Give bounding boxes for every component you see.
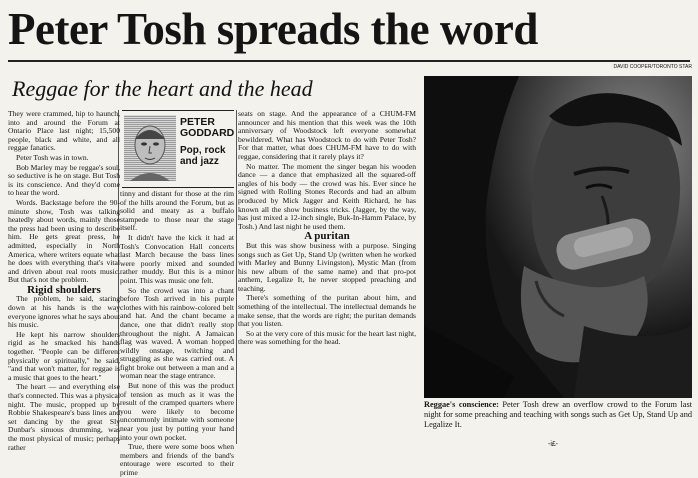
paragraph: He kept his narrow shoulders rigid as he smacked his hands together. "People can be different physically or spiritually," he said, "and that won't matter, for reggae is a music that goes to the heart." [8,329,120,382]
subheading: A puritan [304,230,350,243]
page-mark: -i£- [548,441,559,448]
paragraph: There's something of the puritan about him, and something of the intellectual. The intellectual demands he make sense, that the words are right; the puritan demands that you listen. [238,293,416,329]
article-column-2 [120,189,234,477]
article-column-3 [238,110,416,446]
headline-rule [8,60,690,62]
author-photo [124,115,176,181]
paragraph: Peter Tosh was in town. [16,152,89,162]
caption-lead: Reggae's conscience: [424,400,499,409]
byline-box [122,110,234,188]
paragraph: They were crammed, hip to haunch, into and around the Forum at Ontario Place last night; 15,500 people, black and white, and all reggae fanatics. [8,109,120,153]
paragraph: Bob Marley may be reggae's soul, so seductive is he on stage. But Tosh is its conscience. And they'd come to hear the word. [8,162,120,198]
concert-photo [424,76,692,398]
subheading: Rigid shoulders [27,283,101,296]
paragraph: But this was show business with a purpose. Singing songs such as Get Up, Stand Up (written when he worked with Marley and Bunny Livingston), Mystic Man (from his new album of the same name) and that pro-pot anthem, Legalize It, he never stopped preaching and teaching. [238,240,416,293]
column-rule [236,110,237,444]
photo-caption [424,400,692,446]
deck: Reggae for the heart and the head [12,76,313,101]
article-column-1 [8,109,120,452]
paragraph: The problem, he said, staring down at his hands is the way everyone ignores what he says about his music. [8,294,120,330]
paragraph: The heart — and everything else that's connected. This was a physical night. The music, propped up by Robbie Shakespeare's bass lines and set dancing by the great Sly Dunbar's sinuous drumming, was the most physical of music; perhaps rather [8,382,120,452]
paragraph: tinny and distant for those at the rim of the hills around the Forum, but as solid and meaty as a buffalo stampede to those near the stage itself. [120,189,234,233]
column-name: Pop, rock and jazz [180,145,226,167]
paragraph: No matter. The moment the singer began his wooden dance — a dance that emphasized all the squared-off angles of his body — the crowd was his. Ever since he signed with Rolling Stones Records and had an album produced by Mick Jagger and Keith Richard, he has known all the show business tricks. (Jagger, by the way, has just mixed a 12-inch single, Buk-In-Hamm Palace, by Tosh.) And last night he used them. [238,161,416,231]
paragraph: True, there were some boos when members and friends of the band's entourage were escorted to their prime [120,442,234,477]
paragraph: It didn't have the kick it had at Tosh's Convocation Hall concerts last March because the bass lines were poorly mixed and sounded rather muddy. But this is a minor point. This was music one felt. [120,232,234,285]
photo-credit: DAVID COOPER/TORONTO STAR [613,64,692,70]
author-name: PETER GODDARD [180,116,235,139]
paragraph: So at the very core of this music for the heart last night, there was something for the head. [238,328,416,347]
paragraph: But none of this was the product of tension as much as it was the result of the cramped quarters where you were likely to become uncommonly intimate with someone near you just by putting your hand into your own pocket. [120,381,234,442]
caption-text: Peter Tosh drew an overflow crowd to the Forum last night for some preaching and teaching with songs such as Get Up, Stand Up and Legalize It. [424,400,692,429]
paragraph: seats on stage. And the appearance of a CHUM-FM announcer and his mention that this week was the 10th anniversary of Woodstock left everyone somewhat bewildered. What has Woodstock to do with Peter Tosh? For that matter, what does CHUM-FM have to do with reggae, considering that it rarely plays it? [238,109,416,161]
paragraph: Words. Backstage before the 90-minute show, Tosh was talking heatedly about words, mainly those the press had been using to describe him. He gets great press, he admitted, especially in North America, where writers equate what he does with everything that's vital and driven about real roots music. But that's not the problem. [8,197,120,285]
headline: Peter Tosh spreads the word [8,4,538,54]
paragraph: So the crowd was into a chant before Tosh arrived in his purple clothes with his rainbow-colored belt and hat. And the chant became a dance, one that didn't really stop throughout the night. A Jamaican flag was waved. A woman hopped wildly onstage, twitching and struggling as she was carried out. A fight broke out between a man and a woman near the stage entrance. [120,285,234,381]
